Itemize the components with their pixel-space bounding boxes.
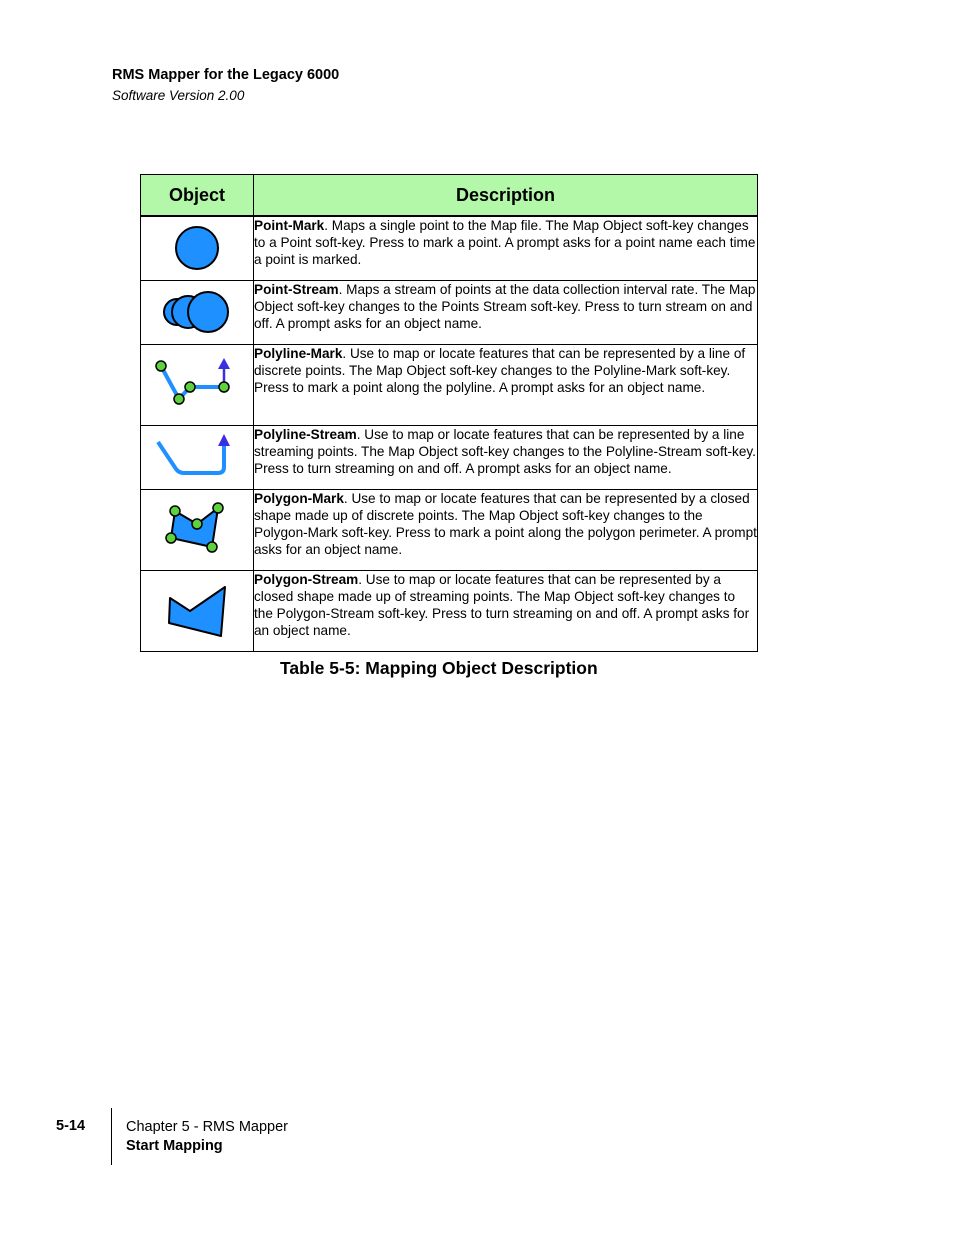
object-name: Polyline-Stream — [254, 426, 357, 442]
object-description: . Use to map or locate features that can be represented by a closed shape made up of discrete points. The Map Object soft-key changes to the Polygon-Mark soft-key. Press to mark a point along the polygon perimeter. A prompt asks for an object name. — [254, 490, 757, 558]
description-cell — [254, 280, 758, 344]
table-row — [141, 425, 758, 489]
object-description: . Use to map or locate features that can be represented by a line of discrete points. The Map Object soft-key changes to the Polyline-Mark soft-key. Press to mark a point along the polyline. A prompt asks for an object name. — [254, 345, 746, 395]
object-name: Point-Stream — [254, 281, 339, 297]
object-description: . Use to map or locate features that can be represented by a closed shape made up of streaming points. The Map Object soft-key changes to the Polygon-Stream soft-key. Press to turn streaming on and off. A prompt asks for an object name. — [254, 571, 750, 639]
page-number: 5-14 — [56, 1118, 86, 1134]
object-name: Polygon-Stream — [254, 571, 359, 587]
polyline-mark-icon — [154, 357, 240, 413]
table-caption: Table 5-5: Mapping Object Description — [280, 658, 598, 678]
column-header-description: Description — [254, 175, 758, 217]
column-header-object: Object — [141, 175, 254, 217]
polygon-mark-icon — [162, 501, 232, 559]
footer-chapter: Chapter 5 - RMS Mapper — [126, 1119, 288, 1135]
description-cell — [254, 425, 758, 489]
object-name: Polygon-Mark — [254, 490, 344, 506]
object-description: . Maps a single point to the Map file. The Map Object soft-key changes to a Point soft-key. Press to mark a point. A prompt asks for a point name each time a point is marked. — [254, 218, 756, 268]
description-cell — [254, 489, 758, 570]
table-header-row — [141, 175, 758, 217]
document-title: RMS Mapper for the Legacy 6000 — [112, 67, 340, 83]
footer-divider — [111, 1108, 112, 1165]
footer-section: Start Mapping — [126, 1138, 223, 1154]
table-row — [141, 280, 758, 344]
description-cell — [254, 216, 758, 280]
description-cell — [254, 570, 758, 651]
table-row — [141, 570, 758, 651]
point-stream-icon — [157, 286, 237, 338]
polyline-stream-icon — [154, 431, 240, 483]
description-cell — [254, 344, 758, 425]
object-description: . Maps a stream of points at the data collection interval rate. The Map Object soft-key changes to the Points Stream soft-key. Press to turn stream on and off. A prompt asks for an object name. — [254, 281, 756, 331]
table-row — [141, 344, 758, 425]
page-footer — [126, 1118, 288, 1156]
table-row — [141, 216, 758, 280]
table-row — [141, 489, 758, 570]
software-version: Software Version 2.00 — [112, 88, 245, 103]
polygon-stream-icon — [162, 582, 232, 640]
object-description: . Use to map or locate features that can be represented by a line streaming points. The Map Object soft-key changes to the Polyline-Stream soft-key. Press to turn streaming on and off. A prompt asks for an object name. — [254, 426, 756, 476]
object-name: Point-Mark — [254, 218, 325, 233]
point-mark-icon — [167, 222, 227, 274]
page-header — [112, 66, 339, 105]
object-name: Polyline-Mark — [254, 345, 343, 361]
mapping-object-table — [140, 174, 758, 652]
